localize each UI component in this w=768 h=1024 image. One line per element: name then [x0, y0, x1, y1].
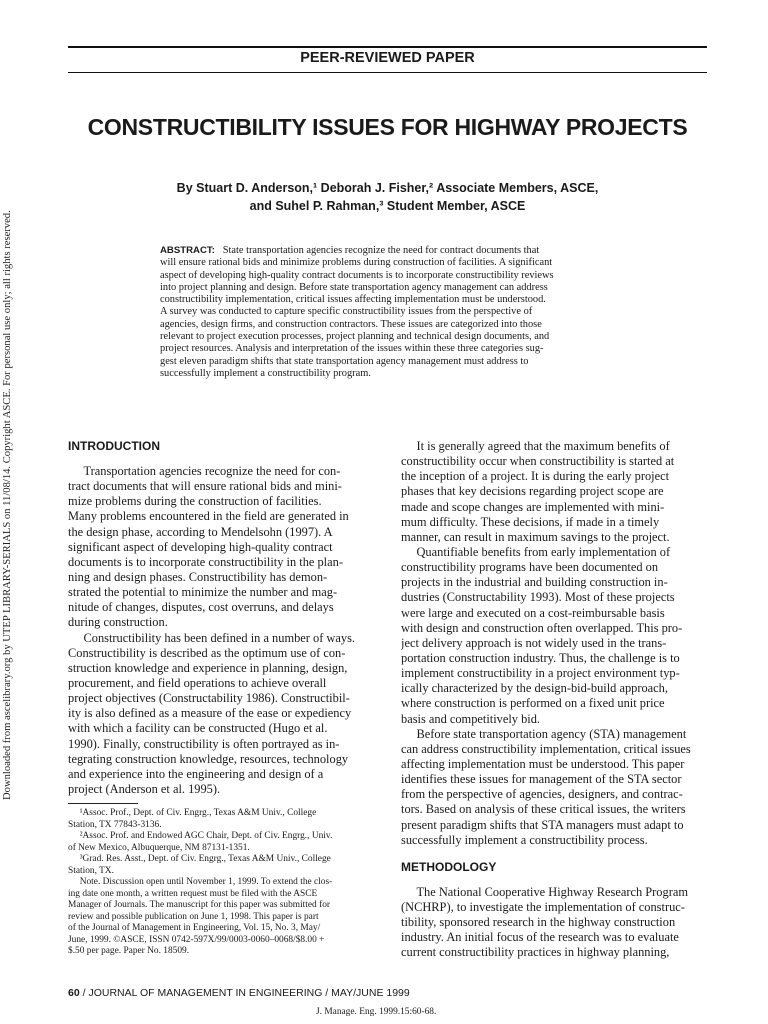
body-line: implement constructibility in a project environment typ-: [401, 666, 680, 681]
body-line: affecting implementation must be understood. This paper: [401, 756, 685, 771]
body-line: current constructibility practices in highway planning,: [401, 945, 670, 960]
body-line: Transportation agencies recognize the need for con-: [68, 464, 341, 478]
page-number: 60: [68, 987, 80, 999]
footnote-line: ²Assoc. Prof. and Endowed AGC Chair, Dept. of Civ. Engrg., Univ.: [68, 831, 333, 842]
body-line: identifies these issues for management of the STA sector: [401, 772, 682, 787]
body-line: made and scope changes are implemented with mini-: [401, 499, 665, 514]
footnote-line: Note. Discussion open until November 1, 1999. To extend the clos-: [68, 877, 333, 888]
author-line: and Suhel P. Rahman,³ Student Member, ASCE: [249, 199, 526, 213]
body-line: 1990). Finally, constructibility is often portrayed as in-: [68, 736, 340, 751]
footnote-line: of the Journal of Management in Engineering, Vol. 15, No. 3, May/: [68, 923, 321, 934]
body-line: tegrating construction knowledge, resources, technology: [68, 751, 349, 766]
abstract-label: ABSTRACT:: [160, 245, 215, 256]
body-line: the inception of a project. It is during the early project: [401, 469, 670, 484]
body-line: (NCHRP), to investigate the implementation of construc-: [401, 899, 685, 914]
body-line: The National Cooperative Highway Research Program: [401, 884, 688, 899]
body-line: struction knowledge and experience in planning, design,: [68, 660, 348, 675]
footnote-rule: [68, 803, 138, 804]
body-line: constructibility occur when constructibility is started at: [401, 454, 675, 469]
body-line: procurement, and field operations to achieve overall: [68, 675, 327, 690]
footnote-line: June, 1999. ©ASCE, ISSN 0742-597X/99/0003-0060–0068/$8.00 +: [68, 934, 325, 945]
footnote-line: ing date one month, a written request must be filed with the ASCE: [68, 888, 318, 899]
top-rule: [68, 46, 707, 48]
body-line: It is generally agreed that the maximum benefits of: [401, 439, 670, 453]
body-line: Before state transportation agency (STA) management: [401, 726, 687, 741]
abstract-line: agencies, design firms, and construction contractors. These issues are categorized into those: [160, 318, 542, 330]
body-line: Many problems encountered in the field are generated in: [68, 509, 349, 524]
abstract-line: relevant to project execution processes, project planning and technical design documents, and: [160, 331, 550, 343]
body-line: were large and executed on a cost-reimbursable basis: [401, 605, 665, 620]
section-heading-methodology: METHODOLOGY: [401, 859, 497, 874]
body-line: Quantifiable benefits from early implementation of: [401, 544, 671, 559]
body-line: project (Anderson et al. 1995).: [68, 781, 221, 796]
body-line: ject delivery approach is not widely used in the trans-: [401, 635, 667, 650]
footnote-line: ¹Assoc. Prof., Dept. of Civ. Engrg., Texas A&M Univ., College: [68, 808, 317, 819]
footnotes: [68, 808, 371, 958]
body-line: mum difficulty. These decisions, if made in a timely: [401, 514, 660, 529]
body-line: where construction is performed on a fixed unit price: [401, 696, 665, 711]
body-line: phases that key decisions regarding project scope are: [401, 484, 664, 499]
journal-footer: / JOURNAL OF MANAGEMENT IN ENGINEERING / MAY/JUNE 1999: [79, 987, 410, 999]
abstract-line: successfully implement a constructibility program.: [160, 367, 371, 379]
page-footer: [68, 987, 468, 999]
body-line: with which a facility can be constructed (Hugo et al.: [68, 721, 328, 736]
body-line: tract documents that will ensure rational bids and mini-: [68, 479, 342, 494]
body-line: constructibility programs have been documented on: [401, 560, 659, 575]
footnote-line: Station, TX 77843-3136.: [68, 819, 162, 830]
section-tag: PEER-REVIEWED PAPER: [300, 50, 475, 66]
body-line: with design and construction often overlapped. This pro-: [401, 620, 683, 635]
body-line: manner, can result in maximum savings to the project.: [401, 529, 670, 544]
body-line: present paradigm shifts that STA managers must adapt to: [401, 817, 684, 832]
body-line: tors. Based on analysis of these critical issues, the writers: [401, 802, 686, 817]
body-line: industry. An initial focus of the research was to evaluate: [401, 930, 679, 945]
paper-title: CONSTRUCTIBILITY ISSUES FOR HIGHWAY PROJECTS: [87, 114, 688, 140]
body-line: nitude of changes, disputes, cost overruns, and delays: [68, 600, 334, 615]
abstract-line: constructibility implementation, critical issues affecting implementation must be understood.: [160, 294, 546, 306]
abstract-line: into project planning and design. Before state transportation agency management can address: [160, 281, 548, 293]
body-line: mize problems during the construction of facilities.: [68, 494, 322, 509]
footnote-line: Manager of Journals. The manuscript for this paper was submitted for: [68, 900, 331, 911]
body-line: tibility, sponsored research in the highway construction: [401, 915, 676, 930]
abstract-line: will ensure rational bids and minimize problems during construction of facilities. A significant: [160, 257, 553, 269]
body-line: significant aspect of developing high-quality contract: [68, 539, 333, 554]
download-notice: Downloaded from ascelibrary.org by UTEP LIBRARY-SERIALS on 11/08/14. Copyright ASCE. For personal use only; all rights reserved.: [2, 210, 13, 800]
body-line: basis and competitively bid.: [401, 711, 541, 726]
right-column: [401, 439, 706, 961]
abstract-line: [160, 245, 615, 257]
section-heading-introduction: INTRODUCTION: [68, 439, 160, 453]
author-line: By Stuart D. Anderson,¹ Deborah J. Fisher,² Associate Members, ASCE,: [176, 181, 599, 195]
body-line: during construction.: [68, 615, 168, 630]
footnote-line: ³Grad. Res. Asst., Dept. of Civ. Engrg., Texas A&M Univ., College: [68, 854, 331, 865]
body-line: dustries (Constructability 1993). Most of these projects: [401, 590, 675, 605]
body-line: from the perspective of agencies, designers, and contrac-: [401, 787, 683, 802]
body-line: portation construction industry. Thus, the challenge is to: [401, 650, 680, 665]
abstract-line: gest eleven paradigm shifts that state transportation agency management must address to: [160, 355, 529, 367]
abstract: [160, 245, 615, 380]
citation: J. Manage. Eng. 1999.15:60-68.: [316, 1007, 437, 1017]
footnote-line: review and possible publication on June 1, 1998. This paper is part: [68, 911, 319, 922]
body-line: Constructibility is described as the optimum use of con-: [68, 645, 346, 660]
abstract-line: A survey was conducted to capture specific constructibility issues from the perspective of: [160, 306, 533, 318]
body-line: successfully implement a constructibility process.: [401, 832, 648, 847]
abstract-line: project resources. Analysis and interpretation of the issues within these three categories sug-: [160, 343, 544, 355]
abstract-line: aspect of developing high-quality contract documents is to incorporate constructibility reviews: [160, 269, 554, 281]
body-line: Constructibility has been defined in a number of ways.: [68, 630, 355, 645]
body-line: ically characterized by the design-bid-build approach,: [401, 681, 668, 696]
footnote-line: of New Mexico, Albuquerque, NM 87131-1351.: [68, 842, 250, 853]
body-line: projects in the industrial and building construction in-: [401, 575, 668, 590]
header-rule: [68, 72, 707, 73]
body-line: project objectives (Constructability 1986). Constructibil-: [68, 691, 350, 706]
body-line: can address constructibility implementation, critical issues: [401, 741, 691, 756]
body-line: the design phase, according to Mendelsohn (1997). A: [68, 524, 333, 539]
body-line: documents is to incorporate constructibility in the plan-: [68, 554, 343, 569]
body-line: ity is also defined as a measure of the ease or expediency: [68, 706, 352, 721]
abstract-text: State transportation agencies recognize the need for contract documents that: [222, 245, 540, 256]
footnote-line: $.50 per page. Paper No. 18509.: [68, 946, 190, 957]
body-line: strated the potential to minimize the number and mag-: [68, 585, 338, 600]
left-column: [68, 439, 371, 958]
body-line: ning and design phases. Constructibility has demon-: [68, 569, 328, 584]
body-line: and experience into the engineering and design of a: [68, 766, 324, 781]
footnote-line: Station, TX.: [68, 865, 114, 876]
author-block: [100, 179, 675, 215]
